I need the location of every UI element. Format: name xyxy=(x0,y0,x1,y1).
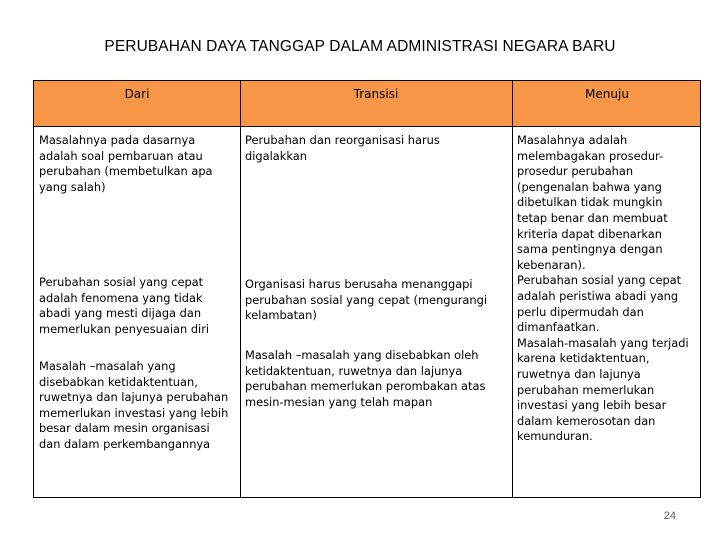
slide-title: PERUBAHAN DAYA TANGGAP DALAM ADMINISTRASI NEGARA BARU xyxy=(104,38,616,55)
column-divider xyxy=(240,81,241,497)
dari-cell-2: Perubahan sosial yang cepat adalah fenomena yang tidak abadi yang mesti dijaga dan memerlukan penyesuaian diri xyxy=(39,275,210,336)
transisi-cell-1: Perubahan dan reorganisasi harus digalakkan xyxy=(245,133,440,163)
comparison-table xyxy=(33,80,701,498)
header-dari: Dari xyxy=(124,87,150,101)
transisi-cell-3: Masalah –masalah yang disebabkan oleh ketidaktentuan, ruwetnya dan lajunya perubahan memerlukan perombakan atas mesin-mesian yang telah mapan xyxy=(245,348,486,409)
header-transisi: Transisi xyxy=(353,87,399,101)
dari-cell-3: Masalah –masalah yang disebabkan ketidaktentuan, ruwetnya dan lajunya perubahan memerlukan investasi yang lebih besar dalam mesin organisasi dan dalam perkembangannya xyxy=(39,359,229,451)
header-menuju: Menuju xyxy=(585,87,629,101)
dari-cell-1: Masalahnya pada dasarnya adalah soal pembaruan atau perubahan (membetulkan apa yang salah) xyxy=(39,133,213,194)
menuju-cell: Masalahnya adalah melembagakan prosedur- prosedur perubahan (pengenalan bahwa yang dibetulkan tidak mungkin tetap benar dan membuat kriteria dapat dibenarkan sama pentingnya dengan kebenaran). Perubahan sosial yang cepat adalah peristiwa abadi yang perlu dipermudah dan dimanfaatkan. Masalah-masalah yang terjadi karena ketidaktentuan, ruwetnya dan lajunya perubahan memerlukan investasi yang lebih besar dalam kemerosotan dan kemunduran. xyxy=(517,133,689,444)
transisi-cell-2: Organisasi harus berusaha menanggapi perubahan sosial yang cepat (mengurangi kelambatan) xyxy=(245,277,488,323)
page-number: 24 xyxy=(663,510,676,522)
column-divider xyxy=(512,81,513,497)
